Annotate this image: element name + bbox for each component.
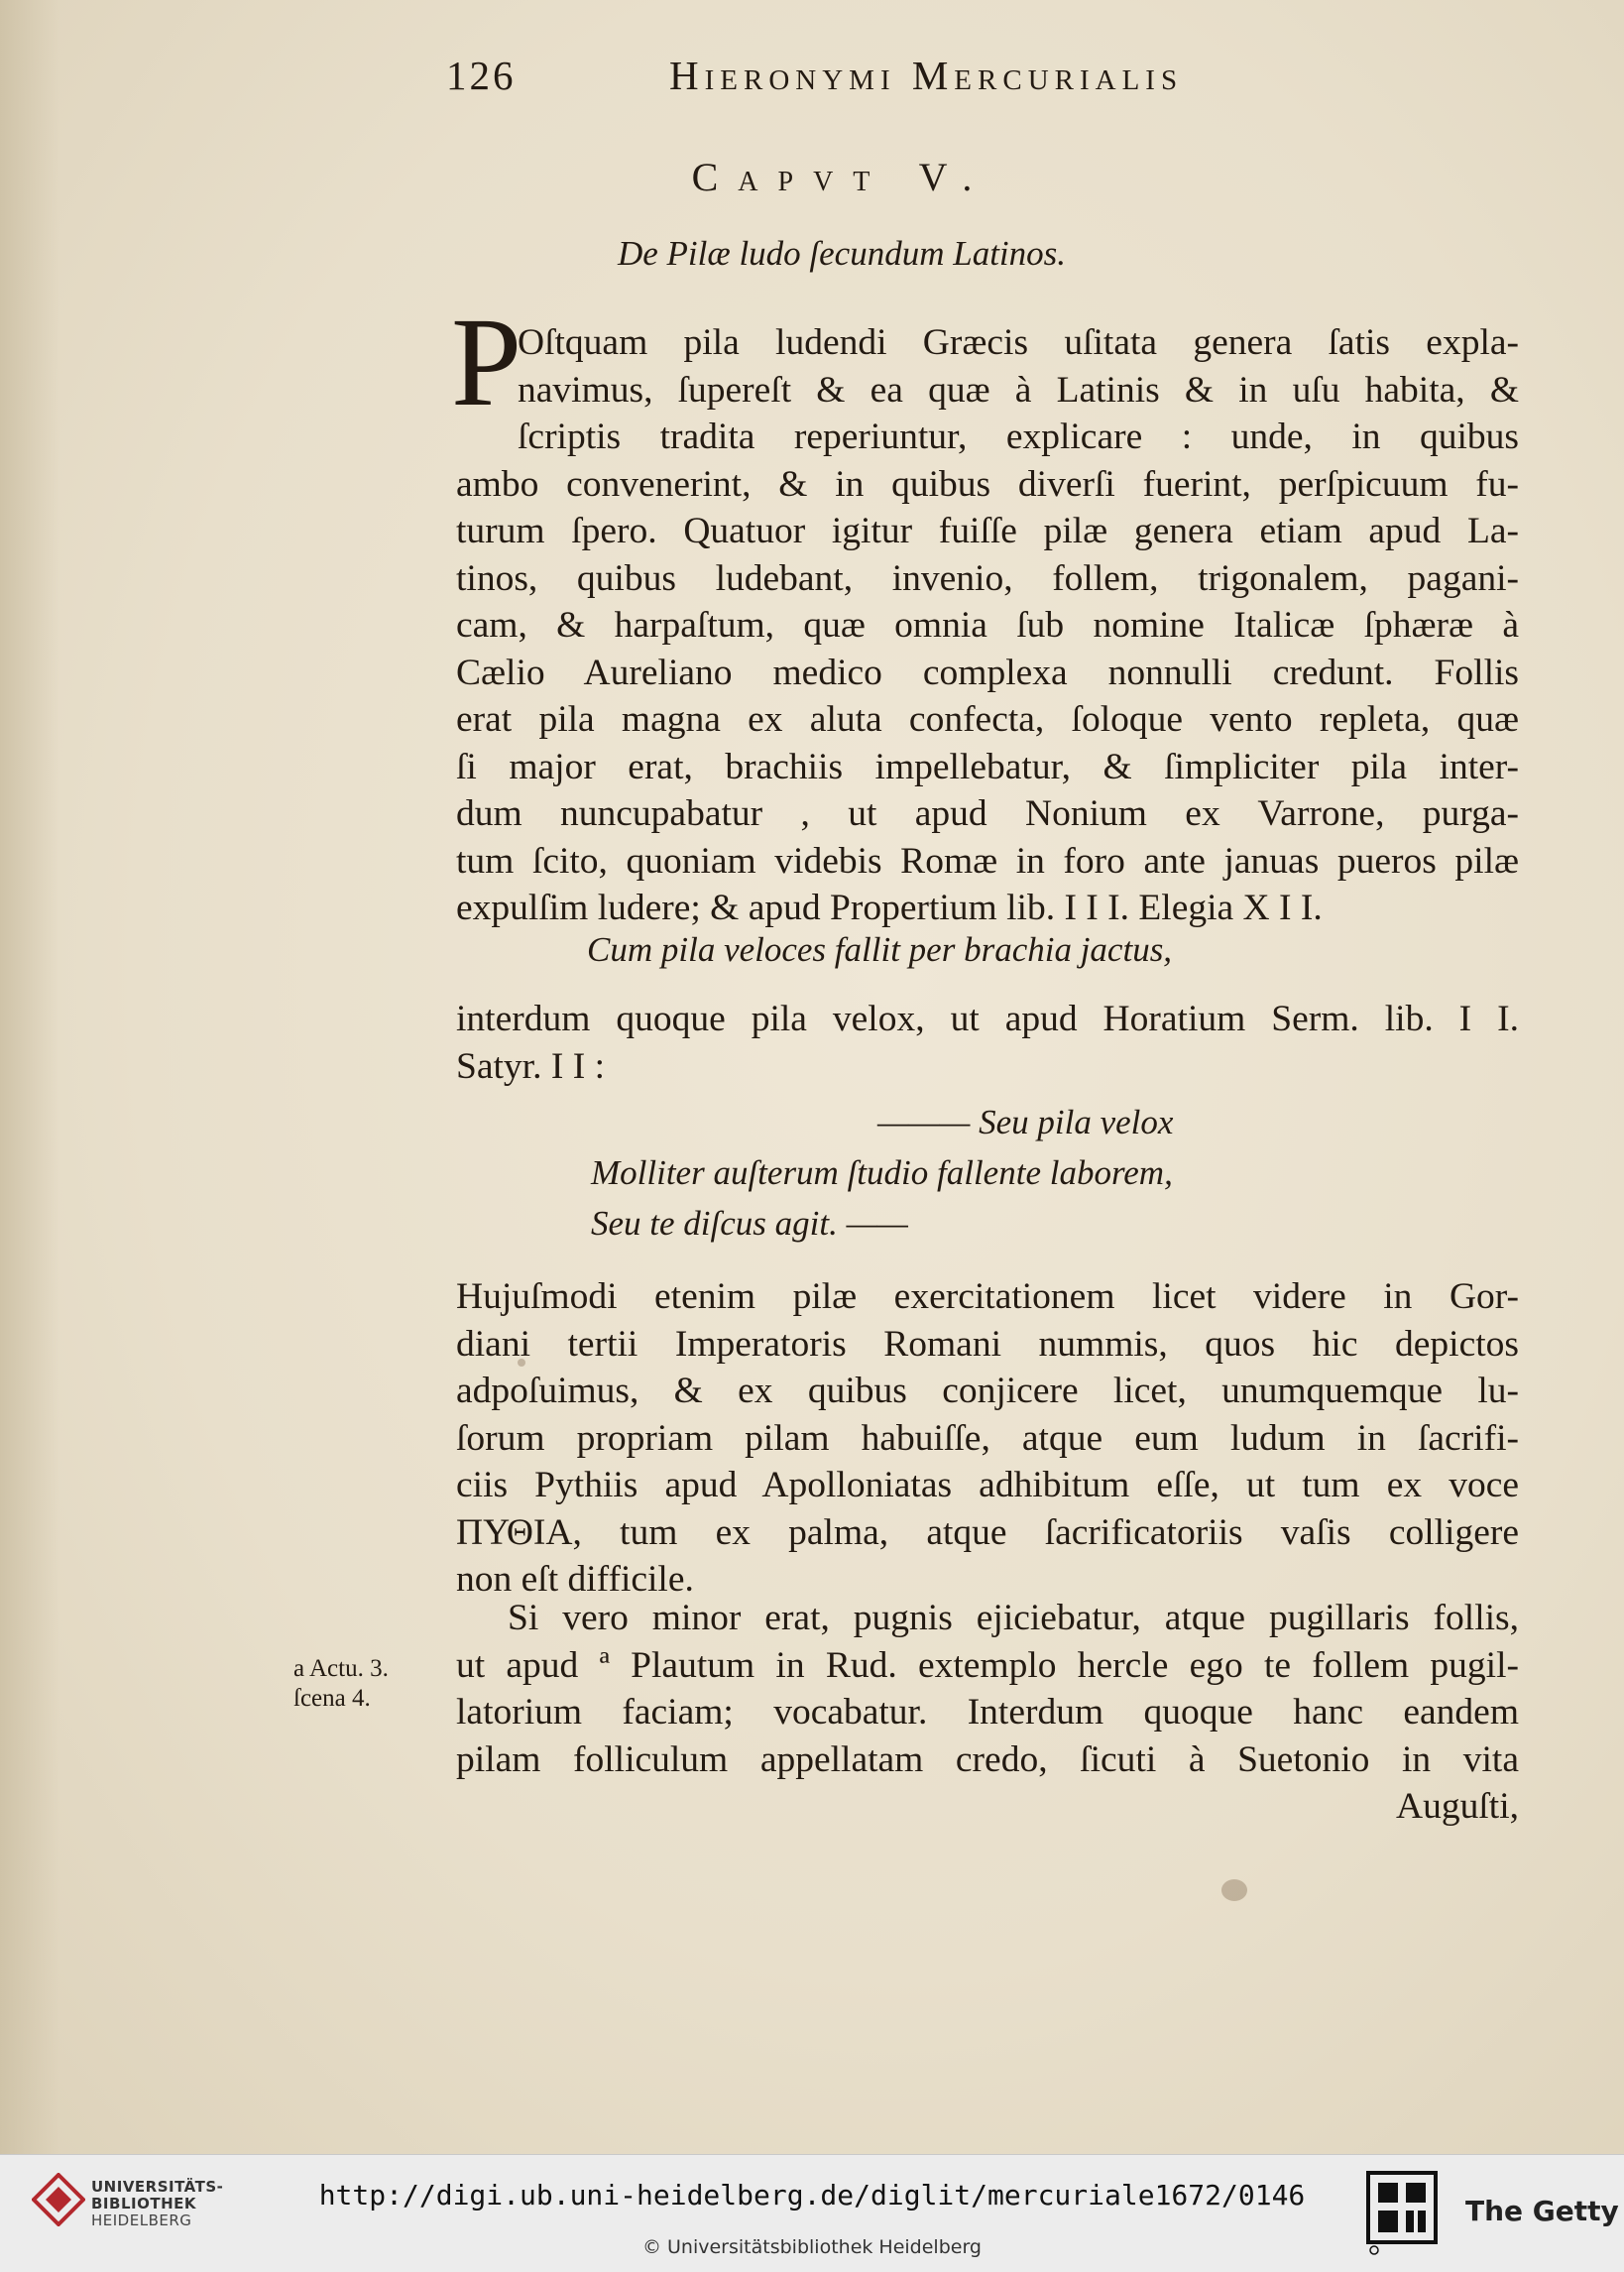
verse-line: ——— Seu pila velox <box>877 1103 1174 1141</box>
paragraph-3 <box>456 1273 1519 1604</box>
paper-stain <box>1221 1879 1247 1901</box>
text-line: turum ſpero. Quatuor igitur fuiſſe pilæ genera etiam apud La- <box>456 511 1519 551</box>
text-line: expulſim ludere; & apud Propertium lib. I I I. Elegia X I I. <box>456 888 1323 928</box>
paragraph-4 <box>456 1595 1519 1831</box>
drop-cap: P <box>451 292 522 432</box>
getty-logo-icon[interactable] <box>1366 2171 1438 2256</box>
paragraph-1 <box>456 319 1519 932</box>
text-line: cam, & harpaſtum, quæ omnia ſub nomine Italicæ ſphæræ à <box>456 605 1519 646</box>
partner-name[interactable]: The Getty <box>1465 2195 1619 2227</box>
text-line: ciis Pythiis apud Apolloniatas adhibitum eſſe, ut tum ex voce <box>456 1465 1519 1505</box>
library-name-line: UNIVERSITÄTS- <box>91 2178 224 2196</box>
permalink-url[interactable]: http://digi.ub.uni-heidelberg.de/diglit/mercuriale1672/0146 <box>318 2179 1306 2212</box>
chapter-subtitle: De Pilæ ludo ſecundum Latinos. <box>617 234 1067 273</box>
verse-line: Seu te diſcus agit. —— <box>591 1204 908 1243</box>
paper-stain <box>518 1359 525 1367</box>
running-title: Hieronymi Mercurialis <box>669 53 1184 98</box>
text-line: ΠΥΘΙΑ, tum ex palma, atque ſacrificatoriis vaſis colligere <box>456 1511 1519 1553</box>
text-line: Satyr. I I : <box>456 1045 605 1087</box>
text-line: Oſtquam pila ludendi Græcis uſitata genera ſatis expla- <box>518 322 1519 363</box>
paragraph-2 <box>456 996 1519 1090</box>
text-line: dum nuncupabatur , ut apud Nonium ex Varrone, purga- <box>456 793 1519 834</box>
library-city: HEIDELBERG <box>91 2212 192 2229</box>
copyright-notice: © Universitätsbibliothek Heidelberg <box>641 2236 982 2258</box>
text-line: Hujuſmodi etenim pilæ exercitationem licet videre in Gor- <box>456 1276 1519 1317</box>
text-line: tinos, quibus ludebant, invenio, follem, trigonalem, pagani- <box>456 557 1519 599</box>
margin-note <box>293 1654 389 1714</box>
page-number: 126 <box>446 53 517 98</box>
text-line: Si vero minor erat, pugnis ejiciebatur, atque pugillaris follis, <box>508 1598 1519 1638</box>
verse-quotation-1: Cum pila veloces fallit per brachia jactus, <box>587 930 1173 969</box>
chapter-title: Capvt V. <box>691 155 992 199</box>
verse-line: Molliter auſterum ſtudio fallente laborem, <box>591 1153 1173 1192</box>
catchword: Auguſti, <box>1396 1786 1519 1827</box>
text-line: interdum quoque pila velox, ut apud Horatium Serm. lib. I I. <box>456 999 1519 1039</box>
text-line: Cælio Aureliano medico complexa nonnulli credunt. Follis <box>456 652 1519 693</box>
text-line: ſorum propriam pilam habuiſſe, atque eum ludum in ſacrifi- <box>456 1417 1519 1459</box>
text-line: latorium faciam; vocabatur. Interdum quoque hanc eandem <box>456 1692 1519 1733</box>
text-line: ut apud ª Plautum in Rud. extemplo hercle ego te follem pugil- <box>456 1644 1519 1686</box>
library-name-line: BIBLIOTHEK <box>91 2195 196 2212</box>
text-line: non eſt difficile. <box>456 1559 694 1600</box>
text-line: pilam folliculum appellatam credo, ſicuti à Suetonio in vita <box>456 1738 1519 1780</box>
text-line: adpoſuimus, & ex quibus conjicere licet, unumquemque lu- <box>456 1371 1519 1411</box>
margin-note-line: ſcena 4. <box>293 1685 371 1712</box>
text-line: ambo convenerint, & in quibus diverſi fuerint, perſpicuum fu- <box>456 463 1519 505</box>
text-line: navimus, ſupereſt & ea quæ à Latinis & in uſu habita, & <box>518 369 1519 411</box>
text-line: tum ſcito, quoniam videbis Romæ in foro ante januas pueros pilæ <box>456 840 1519 882</box>
margin-note-line: a Actu. 3. <box>293 1655 389 1682</box>
text-line: erat pila magna ex aluta confecta, ſoloque vento repleta, quæ <box>456 699 1519 740</box>
viewer-footer <box>0 2154 1624 2272</box>
text-line: diani tertii Imperatoris Romani nummis, quos hic depictos <box>456 1323 1519 1365</box>
text-line: ſcriptis tradita reperiuntur, explicare : unde, in quibus <box>518 417 1519 457</box>
page-gutter-shadow <box>0 0 59 2154</box>
text-line: ſi major erat, brachiis impellebatur, & ſimpliciter pila inter- <box>456 746 1519 787</box>
